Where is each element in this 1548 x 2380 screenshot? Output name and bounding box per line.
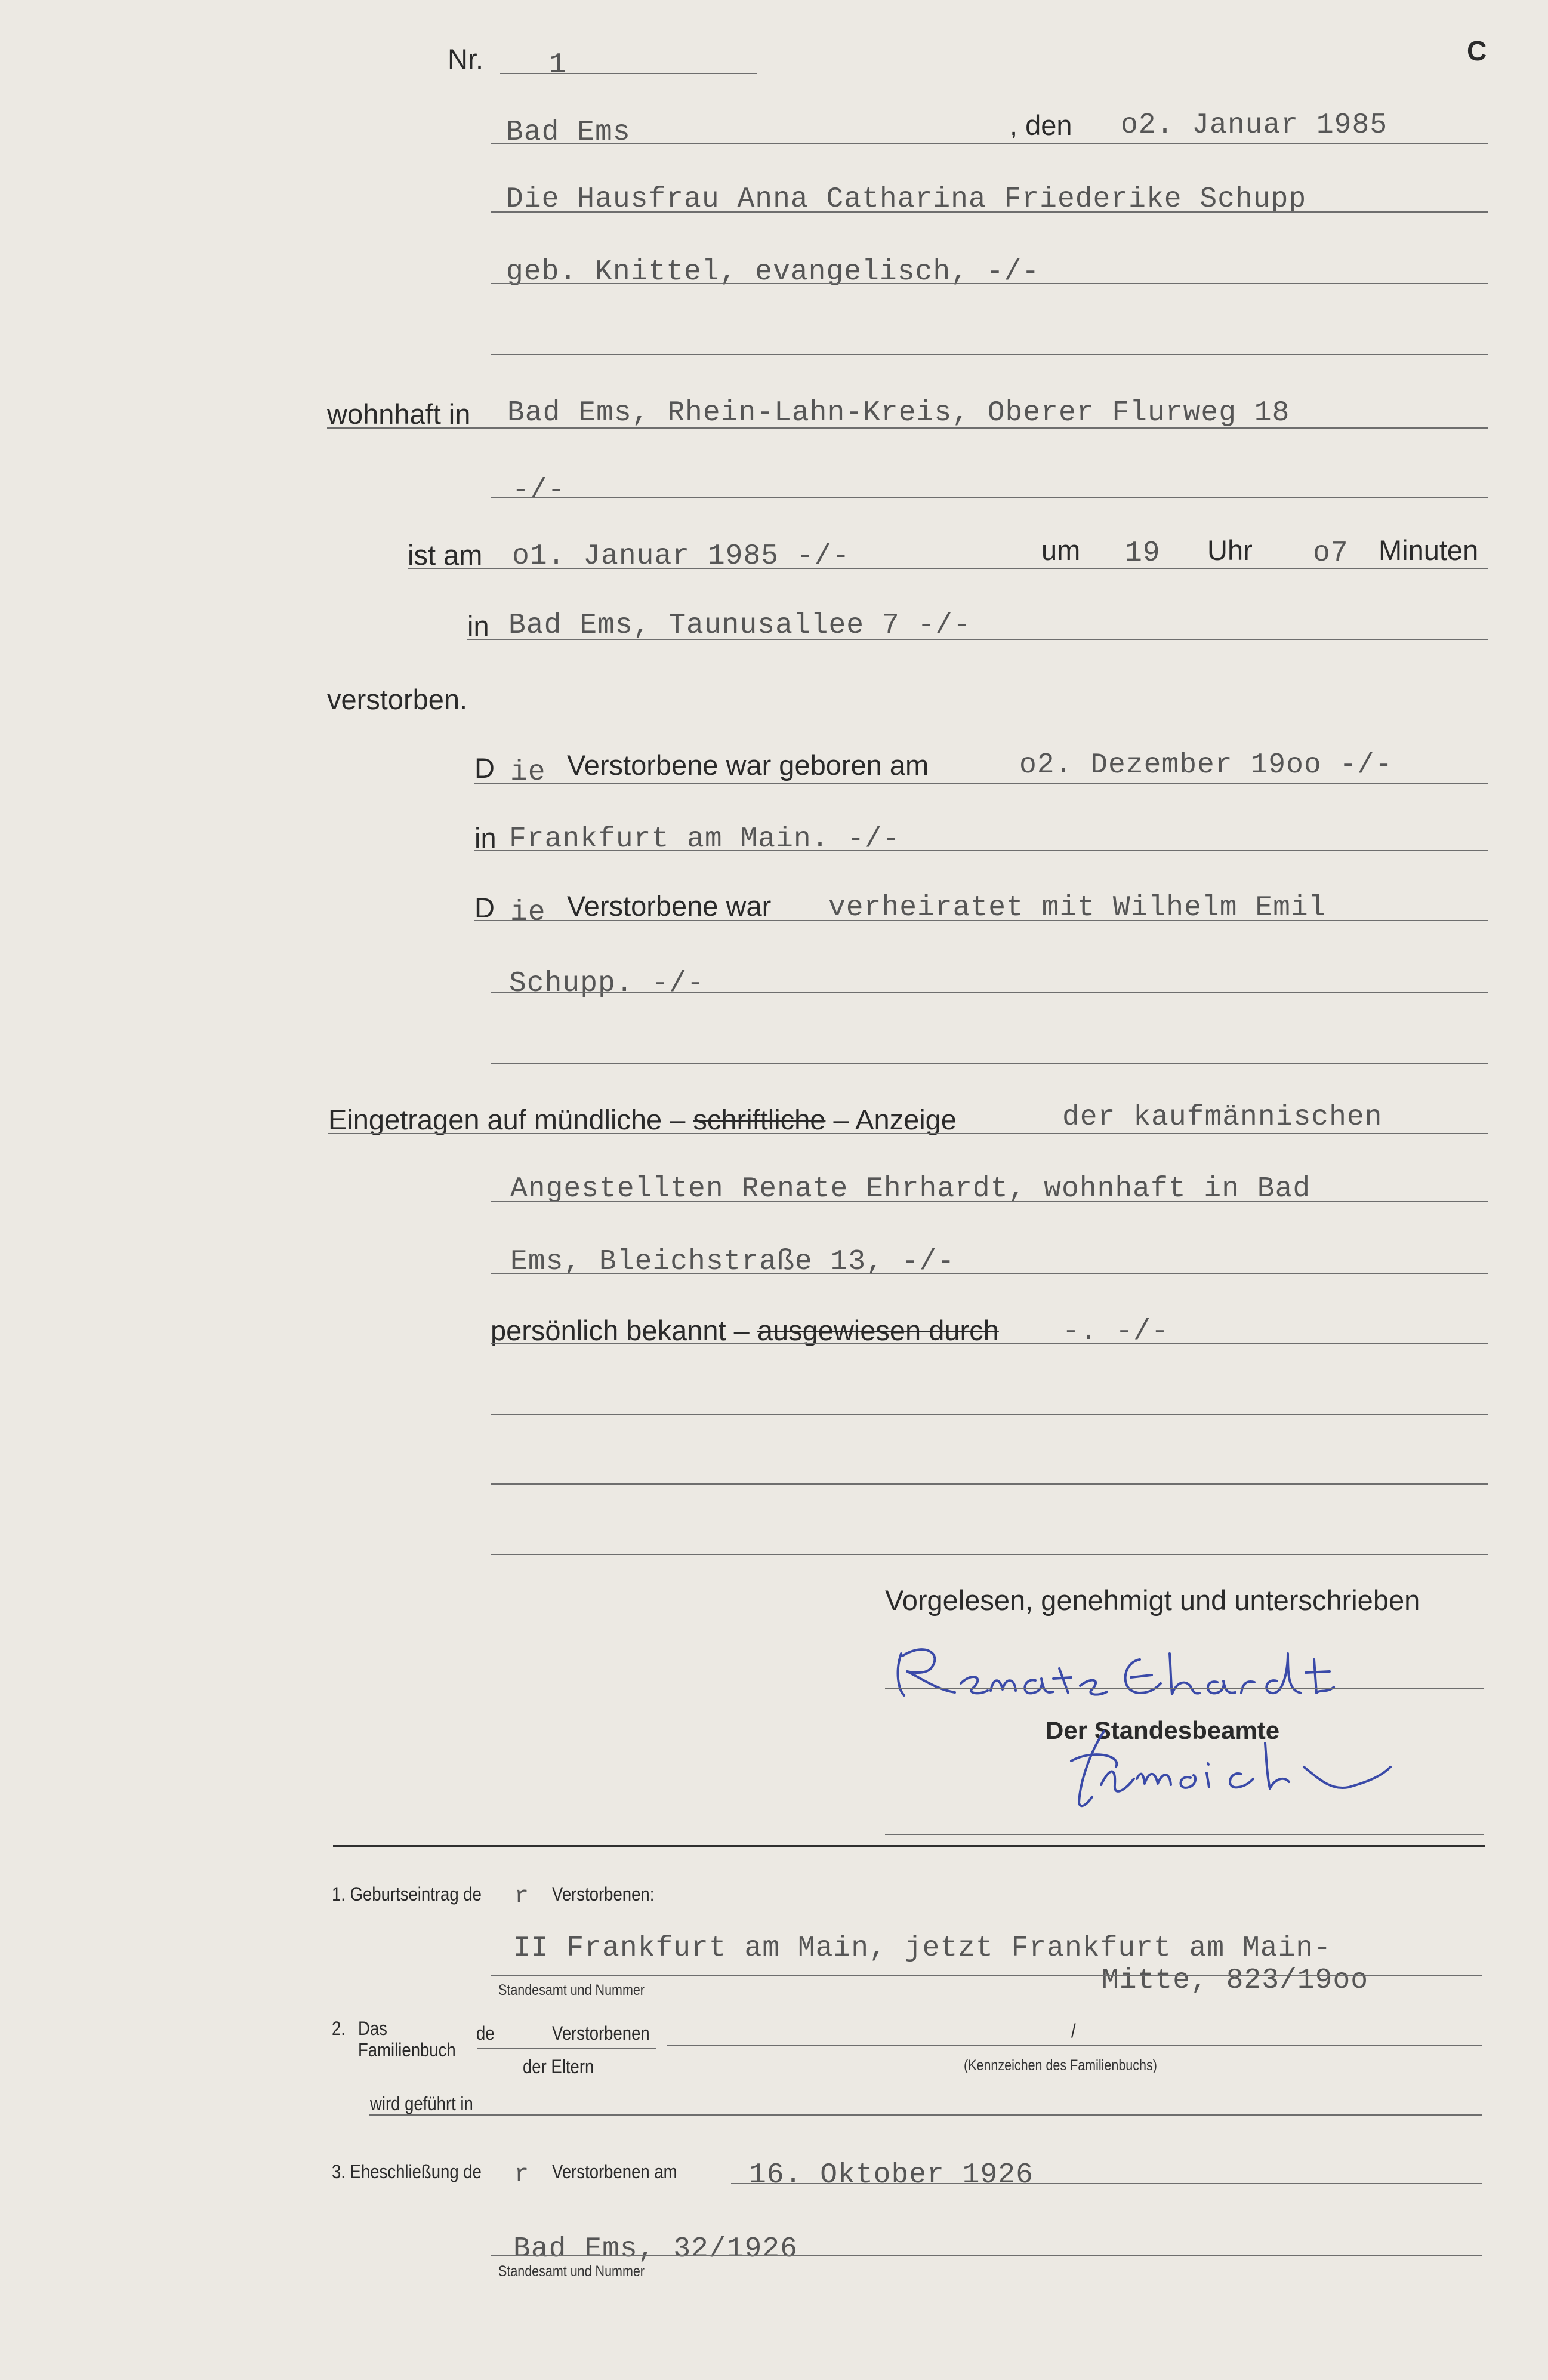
place-date-rule [491, 143, 1488, 144]
item2-de: de [476, 2022, 495, 2044]
item1-line-1: II Frankfurt am Main, jetzt Frankfurt am Main- [513, 1932, 1332, 1965]
date-value: o2. Januar 1985 [1121, 109, 1388, 141]
informant-line-1: der kaufmännischen [1062, 1101, 1383, 1134]
death-minutes: o7 [1313, 537, 1349, 569]
residence-label: wohnhaft in [327, 398, 471, 430]
item1-caption: Standesamt und Nummer [498, 1982, 645, 1999]
item2-number: 2. [332, 2018, 346, 2039]
item2-wird: wird geführt in [370, 2093, 473, 2114]
item2-eltern: der Eltern [523, 2056, 594, 2077]
item1-rule [491, 1975, 1482, 1976]
item3-date-rule [731, 2183, 1482, 2184]
informant-line-2: Angestellten Renate Ehrhardt, wohnhaft in Bad [510, 1173, 1311, 1205]
death-hour: 19 [1125, 537, 1161, 569]
informant-label-end: – Anzeige [833, 1104, 957, 1135]
person-line-2: geb. Knittel, evangelisch, -/- [506, 256, 1040, 288]
person-rule-2 [491, 283, 1488, 284]
uhr-label: Uhr [1207, 534, 1253, 566]
marital-d-label: D [474, 892, 495, 923]
item2-wird-rule [369, 2114, 1482, 2116]
death-place: Bad Ems, Taunusallee 7 -/- [508, 609, 971, 642]
marital-label: Verstorbene war [567, 890, 772, 922]
item3-caption: Standesamt und Nummer [498, 2263, 645, 2280]
residence-rule-2 [491, 497, 1488, 498]
item3-date: 16. Oktober 1926 [749, 2159, 1034, 2191]
marital-rule-3 [491, 1063, 1488, 1064]
nr-value: 1 [549, 49, 567, 81]
nr-label: Nr. [448, 43, 484, 75]
nr-rule [500, 73, 757, 74]
residence-line-2: -/- [512, 475, 566, 507]
item1-label-end: Verstorbenen: [552, 1883, 655, 1905]
known-value: -. -/- [1062, 1316, 1169, 1348]
person-line-1: Die Hausfrau Anna Catharina Friederike Schupp [506, 183, 1307, 215]
informant-label-struck: schriftliche [693, 1104, 826, 1135]
read-approved-label: Vorgelesen, genehmigt und unterschrieben [885, 1584, 1420, 1616]
death-place-rule [467, 639, 1488, 640]
birth-date: o2. Dezember 19oo -/- [1019, 749, 1393, 781]
informant-line-3: Ems, Bleichstraße 13, -/- [510, 1246, 955, 1278]
section-divider [333, 1845, 1485, 1847]
item3-label-end: Verstorbenen am [552, 2161, 677, 2182]
item2-familienbuch: Familienbuch [358, 2039, 456, 2061]
death-in-label: in [467, 610, 489, 642]
residence-line-1: Bad Ems, Rhein-Lahn-Kreis, Oberer Flurweg 18 [507, 397, 1290, 429]
marital-rule-2 [491, 992, 1488, 993]
item2-slash: / [1071, 2020, 1076, 2042]
item1-suffix: r [514, 1883, 530, 1910]
known-rule [491, 1343, 1488, 1344]
known-label [491, 1316, 999, 1344]
den-label: , den [1010, 109, 1072, 141]
birth-place-rule [474, 850, 1488, 851]
verstorben-label: verstorben. [327, 683, 468, 715]
item2-das: Das [358, 2018, 387, 2039]
item3-place-rule [491, 2255, 1482, 2256]
birth-in-label: in [474, 822, 497, 854]
item1-line-2: Mitte, 823/19oo [1102, 1965, 1369, 1997]
official-label: Der Standesbeamte [1046, 1716, 1280, 1744]
birth-label: Verstorbene war geboren am [567, 749, 929, 781]
known-label-struck: ausgewiesen durch [757, 1314, 999, 1346]
official-signature-rule [885, 1834, 1484, 1835]
birth-date-rule [474, 783, 1488, 784]
corner-mark: C [1467, 35, 1487, 66]
death-date: o1. Januar 1985 -/- [512, 540, 850, 572]
person-rule-1 [491, 211, 1488, 213]
residence-rule-1 [327, 427, 1488, 429]
informant-signature-rule [885, 1688, 1484, 1689]
place-value: Bad Ems [506, 116, 631, 149]
um-label: um [1041, 534, 1081, 566]
birth-place: Frankfurt am Main. -/- [509, 823, 901, 855]
minuten-label: Minuten [1379, 534, 1479, 566]
informant-rule-3 [491, 1273, 1488, 1274]
informant-label [328, 1106, 957, 1134]
item2-verstorbenen-rule [477, 2048, 656, 2049]
birth-d-label: D [474, 752, 495, 784]
informant-rule-2 [491, 1201, 1488, 1202]
informant-label-start: Eingetragen auf mündliche – [328, 1104, 686, 1135]
marital-rule-1 [474, 920, 1488, 921]
official-signature [1068, 1725, 1450, 1821]
birth-d-suffix: ie [510, 756, 546, 789]
item1-label: 1. Geburtseintrag de [332, 1883, 482, 1905]
marital-d-suffix: ie [510, 897, 546, 929]
informant-rule-1 [328, 1133, 1488, 1134]
blank-rule-2 [491, 1483, 1488, 1485]
ist-am-label: ist am [408, 539, 483, 571]
marital-line-2: Schupp. -/- [509, 968, 705, 1000]
item2-book-rule [667, 2045, 1482, 2046]
death-date-rule [408, 568, 1488, 569]
item3-suffix: r [514, 2162, 530, 2188]
blank-rule-1 [491, 1414, 1488, 1415]
informant-signature [889, 1636, 1343, 1713]
item3-place: Bad Ems, 32/1926 [513, 2233, 798, 2265]
marital-line-1: verheiratet mit Wilhelm Emil [828, 892, 1327, 924]
item3-label: 3. Eheschließung de [332, 2161, 482, 2182]
item2-caption: (Kennzeichen des Familienbuchs) [964, 2057, 1157, 2074]
known-label-start: persönlich bekannt – [491, 1314, 750, 1346]
blank-rule-3 [491, 1554, 1488, 1555]
person-rule-3 [491, 354, 1488, 355]
item2-verstorbenen: Verstorbenen [552, 2022, 650, 2044]
